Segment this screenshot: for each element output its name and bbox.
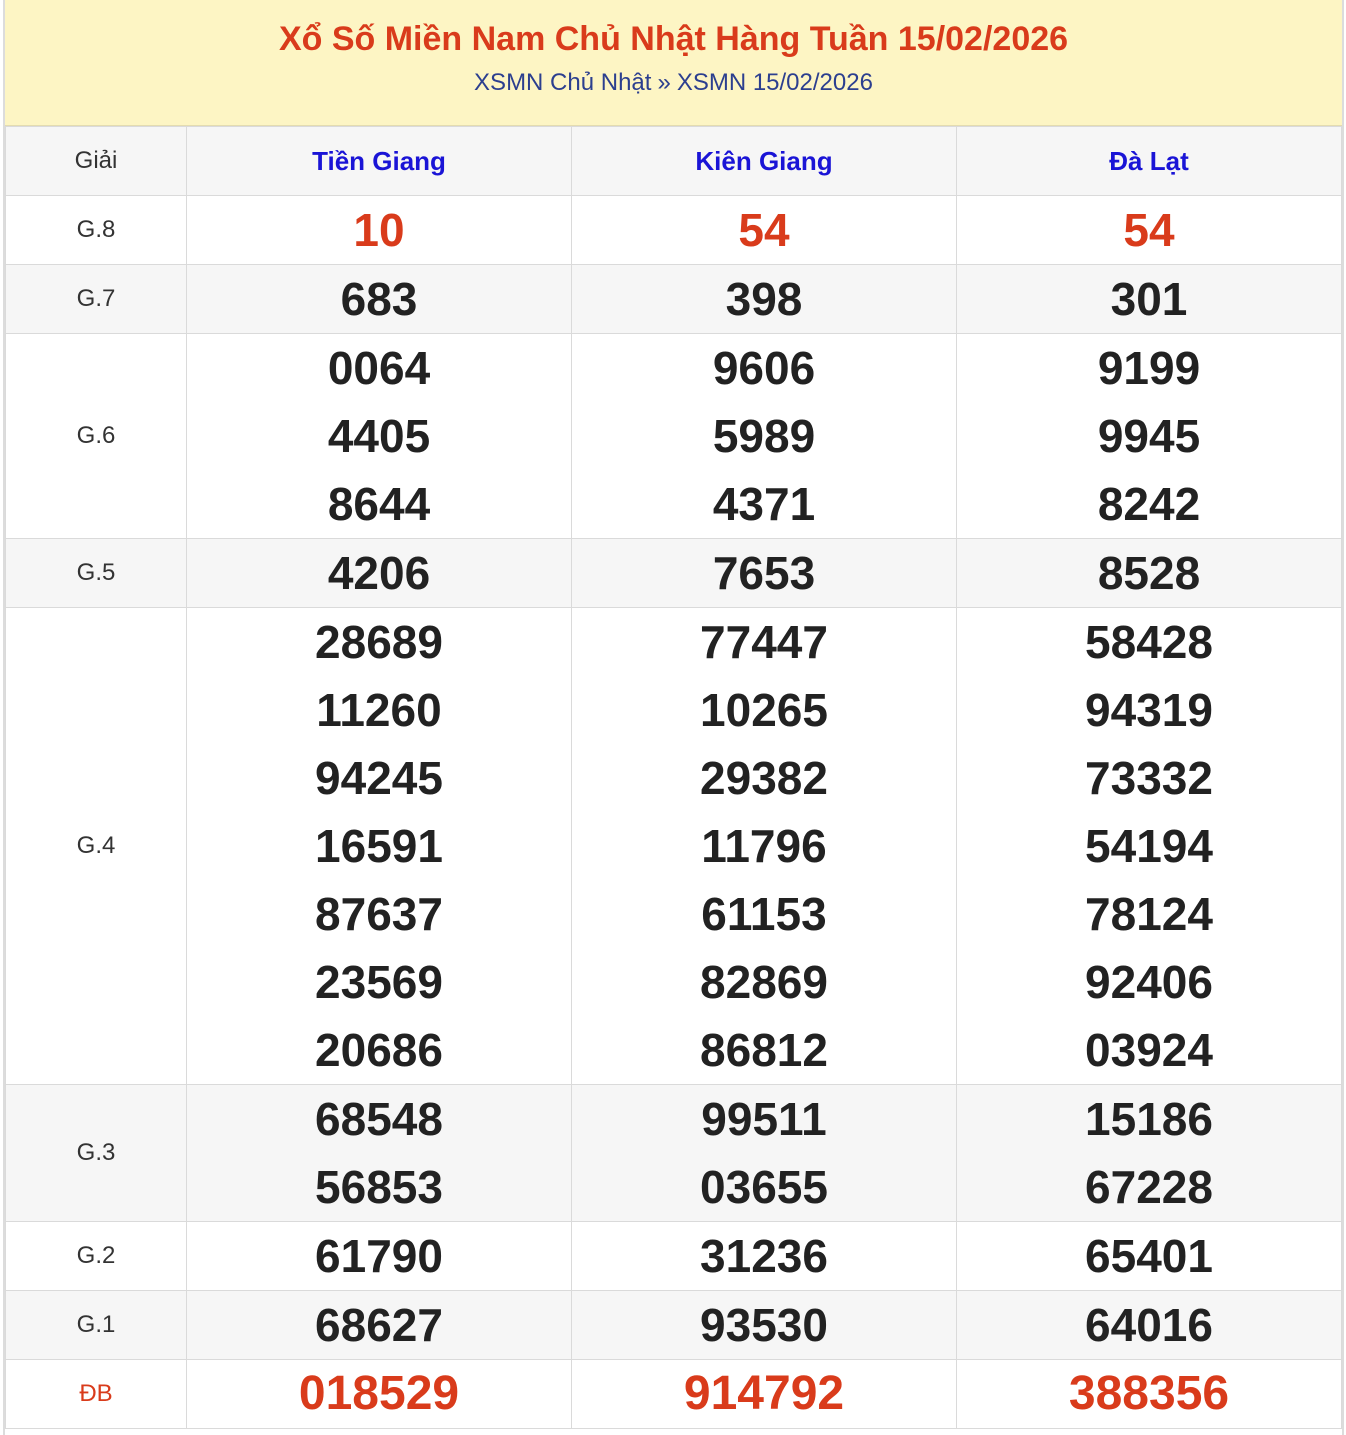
result-number: 67228	[1085, 1161, 1213, 1213]
result-number: 5989	[712, 410, 816, 462]
table-row	[6, 265, 1342, 334]
result-number: 398	[725, 273, 803, 325]
result-cell	[187, 1291, 572, 1360]
table-row	[6, 539, 1342, 608]
result-number: 54	[738, 204, 790, 256]
result-number: 65401	[1085, 1230, 1213, 1282]
result-number: 28689	[315, 616, 443, 668]
result-number: 78124	[1085, 888, 1213, 940]
result-number: 8644	[327, 478, 431, 530]
prize-label: G.5	[6, 539, 187, 608]
result-cell	[187, 196, 572, 265]
results-table	[5, 126, 1342, 1429]
result-cell	[957, 539, 1342, 608]
result-cell	[572, 265, 957, 334]
prize-label: G.2	[6, 1222, 187, 1291]
result-cell	[957, 1085, 1342, 1222]
result-cell	[957, 608, 1342, 1085]
result-number: 8528	[1097, 547, 1201, 599]
result-number: 8242	[1097, 478, 1201, 530]
prize-label: G.8	[6, 196, 187, 265]
result-number: 23569	[315, 956, 443, 1008]
result-number: 10265	[700, 684, 828, 736]
prize-column-header: Giải	[6, 127, 187, 196]
result-number: 61790	[315, 1230, 443, 1282]
result-cell	[957, 1222, 1342, 1291]
result-number: 9606	[712, 342, 816, 394]
result-number: 0064	[327, 342, 431, 394]
result-number: 87637	[315, 888, 443, 940]
result-number: 86812	[700, 1024, 828, 1076]
province-header-da-lat[interactable]: Đà Lạt	[957, 127, 1342, 196]
result-number: 54	[1123, 204, 1175, 256]
result-cell	[187, 539, 572, 608]
result-number: 7653	[712, 547, 816, 599]
result-cell	[957, 1291, 1342, 1360]
prize-label: ĐB	[6, 1360, 187, 1429]
result-cell	[572, 1222, 957, 1291]
result-cell	[572, 608, 957, 1085]
table-row	[6, 1085, 1342, 1222]
result-cell	[957, 1360, 1342, 1429]
result-cell	[187, 1085, 572, 1222]
result-number: 56853	[315, 1161, 443, 1213]
page-title: Xổ Số Miền Nam Chủ Nhật Hàng Tuần 15/02/2026	[278, 20, 1069, 58]
prize-label: G.6	[6, 334, 187, 539]
result-cell	[187, 265, 572, 334]
result-cell	[187, 608, 572, 1085]
result-number: 68548	[315, 1093, 443, 1145]
result-cell	[187, 334, 572, 539]
result-cell	[572, 196, 957, 265]
table-header-row	[6, 127, 1342, 196]
result-number: 77447	[700, 616, 828, 668]
result-number: 11260	[316, 684, 442, 736]
table-row	[6, 1222, 1342, 1291]
result-number: 29382	[700, 752, 828, 804]
result-number: 94245	[315, 752, 443, 804]
result-number: 301	[1110, 273, 1188, 325]
result-number: 73332	[1085, 752, 1213, 804]
result-cell	[572, 334, 957, 539]
result-cell	[572, 1085, 957, 1222]
result-number: 9945	[1097, 410, 1201, 462]
result-number: 4371	[712, 478, 816, 530]
result-number: 20686	[315, 1024, 443, 1076]
result-number: 4405	[327, 410, 431, 462]
result-cell	[957, 265, 1342, 334]
table-row	[6, 334, 1342, 539]
table-row	[6, 196, 1342, 265]
table-row	[6, 608, 1342, 1085]
result-number: 11796	[701, 820, 827, 872]
result-number: 61153	[701, 888, 827, 940]
results-header	[5, 0, 1342, 126]
table-row	[6, 1360, 1342, 1429]
result-number: 388356	[1068, 1367, 1230, 1420]
result-number: 16591	[315, 820, 443, 872]
breadcrumb	[5, 68, 1342, 98]
result-number: 31236	[700, 1230, 828, 1282]
result-number: 10	[353, 204, 405, 256]
result-number: 018529	[298, 1367, 460, 1420]
province-header-tien-giang[interactable]: Tiền Giang	[187, 127, 572, 196]
result-number: 99511	[701, 1093, 827, 1145]
result-number: 4206	[327, 547, 431, 599]
result-number: 82869	[700, 956, 828, 1008]
result-cell	[187, 1222, 572, 1291]
prize-label: G.7	[6, 265, 187, 334]
result-number: 92406	[1085, 956, 1213, 1008]
prize-label: G.3	[6, 1085, 187, 1222]
result-number: 03924	[1085, 1024, 1213, 1076]
result-cell	[572, 1291, 957, 1360]
prize-label: G.1	[6, 1291, 187, 1360]
result-number: 93530	[700, 1299, 828, 1351]
result-number: 64016	[1085, 1299, 1213, 1351]
breadcrumb-link-xsmn-sunday[interactable]: XSMN Chủ Nhật	[474, 69, 652, 96]
result-cell	[572, 1360, 957, 1429]
result-number: 58428	[1085, 616, 1213, 668]
result-number: 94319	[1085, 684, 1213, 736]
province-header-kien-giang[interactable]: Kiên Giang	[572, 127, 957, 196]
result-number: 914792	[683, 1367, 845, 1420]
results-panel	[3, 0, 1344, 1435]
result-number: 683	[340, 273, 418, 325]
result-number: 03655	[700, 1161, 828, 1213]
result-cell	[957, 196, 1342, 265]
table-row	[6, 1291, 1342, 1360]
result-number: 68627	[315, 1299, 443, 1351]
result-number: 15186	[1085, 1093, 1213, 1145]
breadcrumb-link-xsmn-date[interactable]: XSMN 15/02/2026	[676, 69, 873, 96]
result-cell	[572, 539, 957, 608]
breadcrumb-separator: »	[657, 69, 671, 96]
result-number: 9199	[1097, 342, 1201, 394]
result-number: 54194	[1085, 820, 1213, 872]
result-cell	[187, 1360, 572, 1429]
prize-label: G.4	[6, 608, 187, 1085]
result-cell	[957, 334, 1342, 539]
